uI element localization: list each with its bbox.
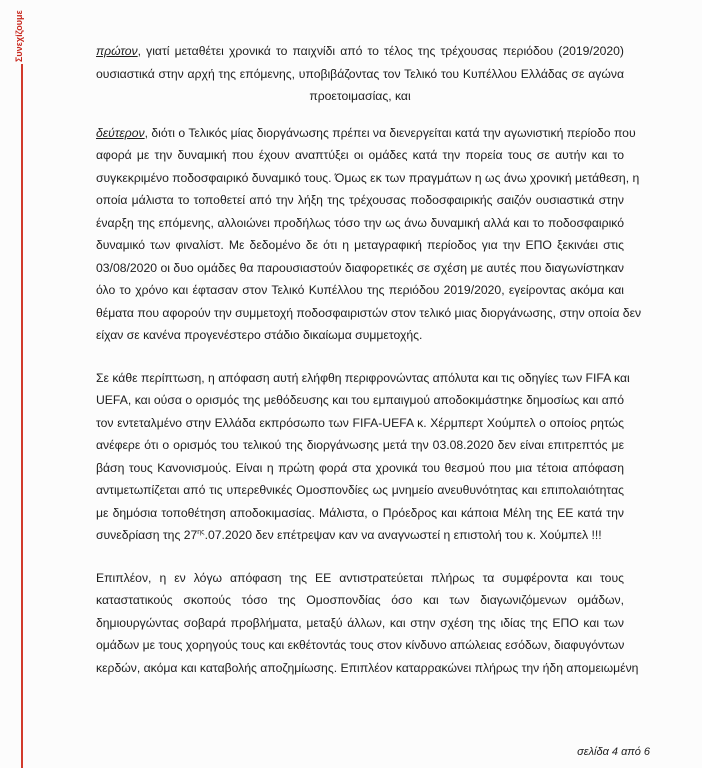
paragraph-first-reason bbox=[96, 40, 624, 108]
text-line: δημιουργώντας σοβαρά προβλήματα, μεταξύ άλλων, και στην σχέση της ιδίας της ΕΠΟ και των bbox=[96, 615, 624, 630]
text-line: με δημόσια τοποθέτηση αποδοκιμασίας. Μάλιστα, ο Πρόεδρος και κάποια Μέλη της ΕΕ κατά την bbox=[96, 505, 624, 520]
text-line: είχαν σε κανένα προγενέστερο στάδιο δικαίωμα συμμετοχής. bbox=[96, 328, 423, 342]
text-line: τον εντεταλμένο στην Ελλάδα εκπρόσωπο των FIFA-UEFA κ. Χέρμπερτ Χούμπελ ο οποίος ρητώς bbox=[96, 415, 624, 430]
paragraph-fifa-uefa bbox=[96, 367, 630, 547]
text-line: συγκεκριμένο ποδοσφαιρικό δυναμικό τους. Όμως εκ των πραγμάτων η ως άνω χρονική μετάθεση, η bbox=[96, 170, 640, 185]
text-line: ανέφερε ότι ο ορισμός του τελικού της διοργάνωσης μετά την 03.08.2020 δεν είναι επιτρεπτός με bbox=[96, 438, 624, 452]
text-line: θέματα που αφορούν την συμμετοχή ποδοσφαιριστών στον τελικό μιας διοργάνωσης, στην οποία δεν bbox=[96, 305, 642, 320]
text-line: συνεδρίαση της $27^{\eta\varsigma}.07.2020$ δεν επέτρεψαν καν να αναγνωστεί η επιστολή του κ. Χούμπελ !!! bbox=[96, 528, 602, 542]
text-line: δεύτερον, διότι ο Τελικός μίας διοργάνωσης πρέπει να διενεργείται κατά την αγωνιστική περίοδο που bbox=[96, 125, 636, 140]
text-line: βάση τους Κανονισμούς. Είναι η πρώτη φορά στα χρονικά του θεσμού που μια τέτοια απόφαση bbox=[96, 460, 624, 475]
page-number: σελίδα 4 από 6 bbox=[577, 746, 650, 758]
text-line: ουσιαστικά στην αρχή της επόμενης, υποβιβάζοντας τον Τελικό του Κυπέλλου Ελλάδας σε αγώνα bbox=[96, 66, 624, 81]
margin-label: Συνεχίζουμε bbox=[14, 10, 24, 62]
text-line: ομάδων με τους χορηγούς τους και εκθέτοντάς τους στον κίνδυνο απώλειας εσόδων, διαφυγόντων bbox=[96, 638, 625, 652]
margin-rule bbox=[21, 64, 23, 768]
text-line: αφορά με την δυναμική που έχουν αναπτύξει οι ομάδες κατά την πορεία τους σε αυτήν και το bbox=[96, 148, 624, 162]
text-line: προετοιμασίας, και bbox=[309, 89, 411, 103]
lead-word: δεύτερον bbox=[96, 125, 145, 140]
text-line: κερδών, ακόμα και καταβολής αποζημίωσης. Επιπλέον καταρρακώνει πλήρως την ήδη απομειωμένη bbox=[96, 660, 639, 675]
text-line: όλο το χρόνο και έφτασαν στον Τελικό Κυπέλλου της περιόδου 2019/2020, εγείροντας ακόμα και bbox=[96, 283, 624, 297]
document-body bbox=[96, 40, 642, 679]
text-line: καταστατικούς σκοπούς τόσο της Ομοσπονδίας όσο και των διαγωνιζόμενων ομάδων, bbox=[96, 593, 624, 607]
text-line: Επιπλέον, η εν λόγω απόφαση της ΕΕ αντιστρατεύεται πλήρως τα συμφέροντα και τους bbox=[96, 570, 624, 585]
paragraph-second-reason bbox=[96, 122, 642, 347]
text-line: Σε κάθε περίπτωση, η απόφαση αυτή ελήφθη περιφρονώντας απόλυτα και τις οδηγίες των FIFA και bbox=[96, 370, 630, 385]
text-line: πρώτον, γιατί μεταθέτει χρονικά το παιχνίδι από το τέλος της τρέχουσας περιόδου (2019/2020) bbox=[96, 44, 624, 58]
paragraph-consequences bbox=[96, 567, 639, 680]
text-line: οποία μάλιστα το τοποθετεί από την λήξη της τρέχουσας ποδοσφαιρικής σαιζόν ουσιαστικά στην bbox=[96, 193, 624, 207]
text-line: 03/08/2020 οι δυο ομάδες θα παρουσιαστούν διαφορετικές σε σχέση με αυτές που διαγωνίστηκαν bbox=[96, 260, 624, 275]
text-line: αντιμετωπίζεται από τις υπερεθνικές Ομοσπονδίες ως μνημείο ανευθυνότητας και επιπολαιότητας bbox=[96, 483, 624, 497]
lead-word: πρώτον bbox=[96, 44, 138, 58]
text-line: UEFA, και ούσα ο ορισμός της μεθόδευσης και του εμπαιγμού αποδοκιμάστηκε δημοσίως και από bbox=[96, 393, 624, 407]
text-line: δυναμικό των φιναλίστ. Με δεδομένο δε ότι η μεταγραφική περίοδος για την ΕΠΟ ξεκινάει στις bbox=[96, 238, 624, 252]
text-line: έναρξη της επόμενης, αλλοιώνει προδήλως τόσο την ως άνω δυναμική αλλά και το ποδοσφαιρικό bbox=[96, 215, 624, 230]
